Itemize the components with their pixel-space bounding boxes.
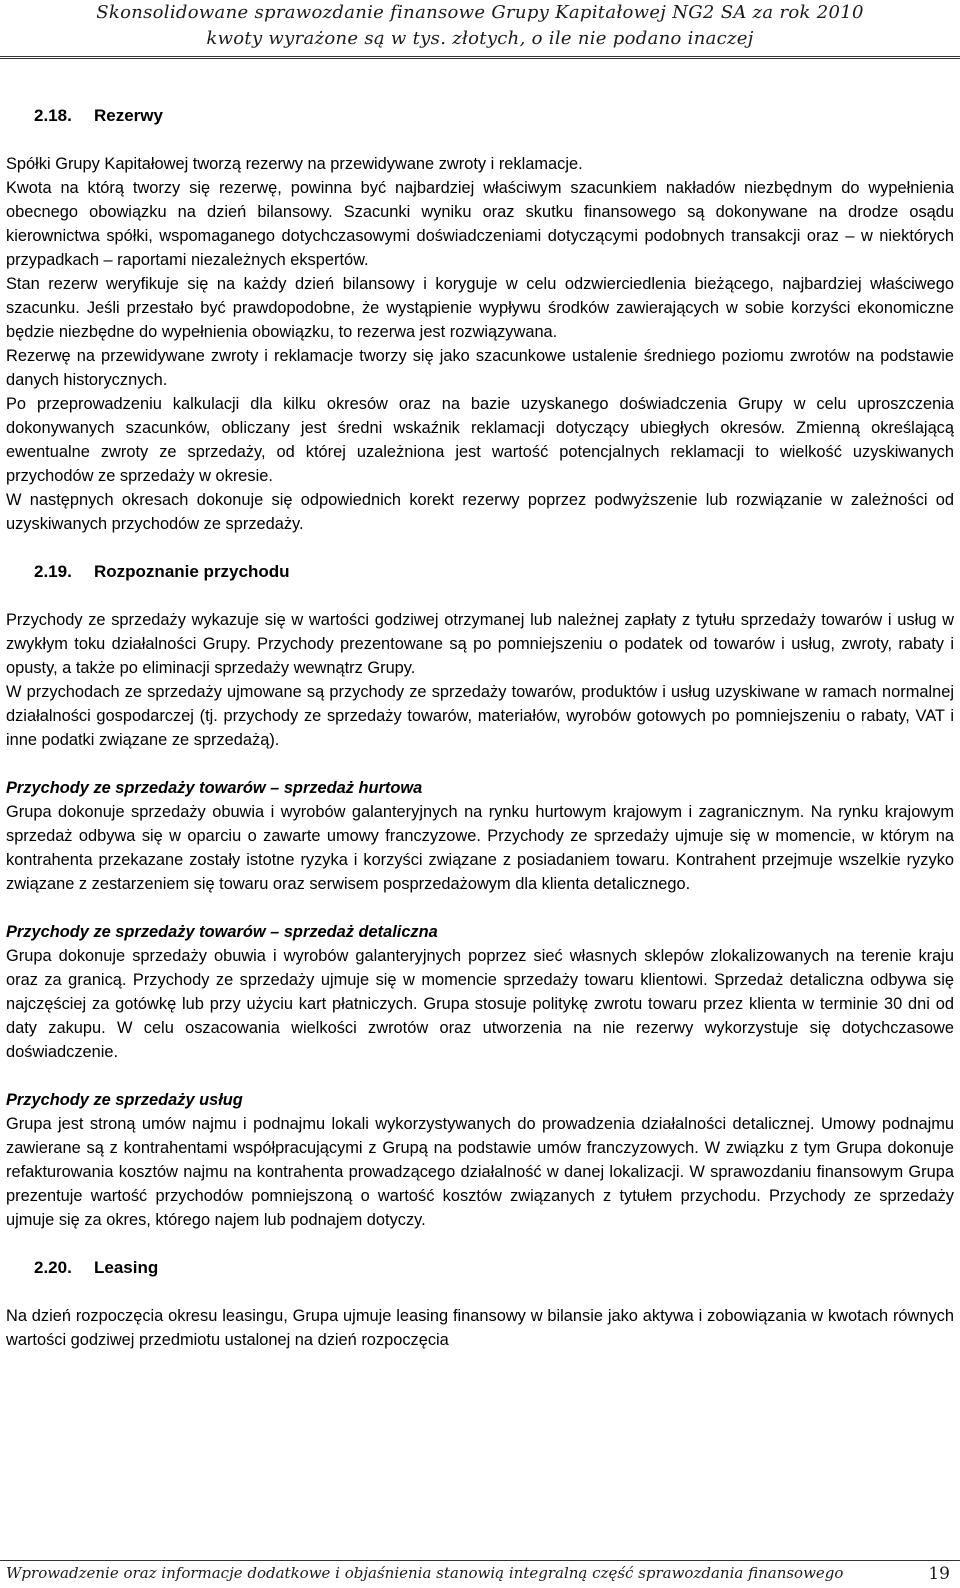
paragraph: Przychody ze sprzedaży wykazuje się w wartości godziwej otrzymanej lub należnej zapłaty z tytułu sprzedaży towarów i usług w zwykłym toku działalności Grupy. Przychody prezentowane są po pomniejszeniu o podatek od towarów i usług, zwroty, rabaty i opusty, a także po eliminacji sprzedaży wewnątrz Grupy. xyxy=(6,611,954,677)
spacer xyxy=(6,896,954,920)
paragraph: Grupa jest stroną umów najmu i podnajmu lokali wykorzystywanych do prowadzenia działalności detalicznej. Umowy podnajmu zawierane są z kontrahentami współpracującymi z Grupą na podstawie umów franczyzowych. W związku z tym Grupa dokonuje refakturowania kosztów najmu na kontrahenta prowadzącego działalność w danej lokalizacji. W sprawozdaniu finansowym Grupa prezentuje wartość przychodów pomniejszoną o wartość kosztów związanych z tytułem przychodu. Przychody ze sprzedaży ujmuje się za okres, którego najem lub podnajem dotyczy. xyxy=(6,1115,954,1229)
paragraph: Po przeprowadzeniu kalkulacji dla kilku okresów oraz na bazie uzyskanego doświadczenia Grupy w celu uproszczenia dokonywanych szacunków, obliczany jest średni wskaźnik reklamacji dotyczący ubiegłych okresów. Zmienną określającą ewentualne zwroty ze sprzedaży, od której uzależniona jest wartość potencjalnych reklamacji to wielkość uzyskiwanych przychodów ze sprzedaży w okresie. xyxy=(6,395,954,485)
page-footer xyxy=(0,1564,960,1588)
spacer xyxy=(6,752,954,776)
footer-note: Wprowadzenie oraz informacje dodatkowe i objaśnienia stanowią integralną część sprawozdania finansowego xyxy=(6,1564,844,1582)
paragraph: Stan rezerw weryfikuje się na każdy dzień bilansowy i koryguje w celu odzwierciedlenia bieżącego, najbardziej właściwego szacunku. Jeśli przestało być prawdopodobne, że wystąpienie wypływu środków zawierających w sobie korzyści ekonomiczne będzie niezbędne do wypełnienia obowiązku, to rezerwa jest rozwiązywana. xyxy=(6,275,954,341)
currency-note: kwoty wyrażone są w tys. złotych, o ile nie podano inaczej xyxy=(206,28,754,49)
paragraph: Grupa dokonuje sprzedaży obuwia i wyrobów galanteryjnych na rynku hurtowym krajowym i zagranicznym. Na rynku krajowym sprzedaż odbywa się w oparciu o zawarte umowy franczyzowe. Przychody ze sprzedaży ujmuje się w momencie, w którym na kontrahenta przekazane zostały istotne ryzyka i korzyści związane z posiadaniem towaru. Kontrahent przejmuje wszelkie ryzyko związane z zestarzeniem się towaru oraz serwisem posprzedażowym dla klienta detalicznego. xyxy=(6,803,954,893)
subheading-services: Przychody ze sprzedaży usług xyxy=(6,1091,243,1109)
header-divider xyxy=(0,56,960,59)
spacer xyxy=(6,584,954,608)
spacer xyxy=(6,536,954,560)
paragraph: Spółki Grupy Kapitałowej tworzą rezerwy na przewidywane zwroty i reklamacje. xyxy=(6,155,583,173)
section-title: Leasing xyxy=(94,1258,159,1277)
section-heading-2-18 xyxy=(6,104,954,128)
spacer xyxy=(6,1280,954,1304)
paragraph: Na dzień rozpoczęcia okresu leasingu, Grupa ujmuje leasing finansowy w bilansie jako aktywa i zobowiązania w kwotach równych wartości godziwej przedmiotu ustalonej na dzień rozpoczęcia xyxy=(6,1307,954,1349)
page-number: 19 xyxy=(928,1564,950,1584)
section-title: Rozpoznanie przychodu xyxy=(94,562,290,581)
spacer xyxy=(6,128,954,152)
spacer xyxy=(6,1064,954,1088)
section-number: 2.20. xyxy=(34,1258,72,1277)
paragraph: Rezerwę na przewidywane zwroty i reklamacje tworzy się jako szacunkowe ustalenie średniego poziomu zwrotów na podstawie danych historycznych. xyxy=(6,347,954,389)
page-header xyxy=(0,0,960,56)
subheading-wholesale: Przychody ze sprzedaży towarów – sprzedaż hurtowa xyxy=(6,779,423,797)
paragraph: W następnych okresach dokonuje się odpowiednich korekt rezerwy poprzez podwyższenie lub rozwiązanie w zależności od uzyskiwanych przychodów ze sprzedaży. xyxy=(6,491,954,533)
paragraph: W przychodach ze sprzedaży ujmowane są przychody ze sprzedaży towarów, produktów i usług uzyskiwane w ramach normalnej działalności gospodarczej (tj. przychody ze sprzedaży towarów, materiałów, wyrobów gotowych po pomniejszeniu o rabaty, VAT i inne podatki związane ze sprzedażą). xyxy=(6,683,954,749)
section-number: 2.19. xyxy=(34,562,72,581)
section-number: 2.18. xyxy=(34,106,72,125)
paragraph: Kwota na którą tworzy się rezerwę, powinna być najbardziej właściwym szacunkiem nakładów niezbędnym do wypełnienia obecnego obowiązku na dzień bilansowy. Szacunki wyniku oraz skutku finansowego są dokonywane na drodze osądu kierownictwa spółki, wspomaganego dotychczasowymi doświadczeniami dotyczącymi podobnych transakcji oraz – w niektórych przypadkach – raportami niezależnych ekspertów. xyxy=(6,179,954,269)
document-body xyxy=(6,104,954,1352)
section-heading-2-20 xyxy=(6,1256,954,1280)
paragraph: Grupa dokonuje sprzedaży obuwia i wyrobów galanteryjnych poprzez sieć własnych sklepów zlokalizowanych na terenie kraju oraz za granicą. Przychody ze sprzedaży ujmuje się w momencie sprzedaży towaru klientowi. Sprzedaż detaliczna odbywa się najczęściej za gotówkę lub przy użyciu kart płatniczych. Grupa stosuje politykę zwrotu towaru przez klienta w terminie 30 dni od daty zakupu. W celu oszacowania wielkości zwrotów oraz utworzenia na nie rezerwy wykorzystuje się dotychczasowe doświadczenie. xyxy=(6,947,954,1061)
section-title: Rezerwy xyxy=(94,106,163,125)
section-heading-2-19 xyxy=(6,560,954,584)
spacer xyxy=(6,1232,954,1256)
footer-divider xyxy=(0,1560,960,1561)
report-title: Skonsolidowane sprawozdanie finansowe Grupy Kapitałowej NG2 SA za rok 2010 xyxy=(96,2,864,23)
subheading-retail: Przychody ze sprzedaży towarów – sprzedaż detaliczna xyxy=(6,923,438,941)
